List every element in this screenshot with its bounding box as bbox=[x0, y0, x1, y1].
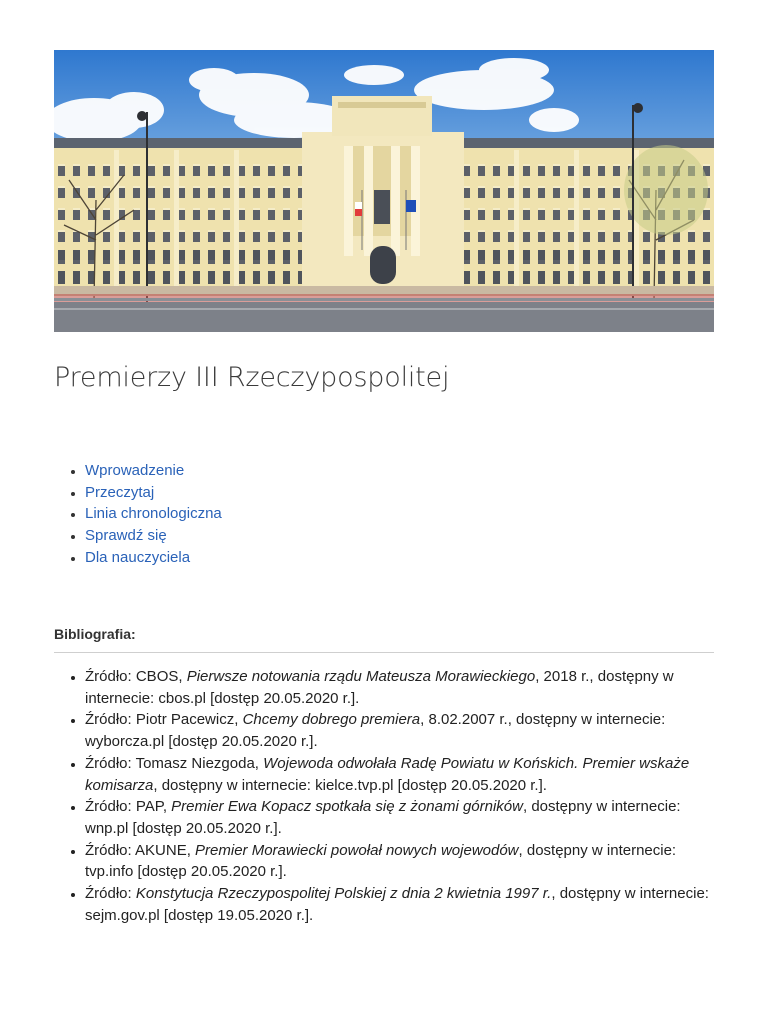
source-suffix: , dostępny w internecie: sejm.gov.pl [dostęp 19.05.2020 r.]. bbox=[85, 885, 709, 924]
page-title: Premierzy III Rzeczypospolitej bbox=[54, 362, 450, 393]
nav-item-przeczytaj bbox=[85, 482, 222, 504]
source-suffix: , dostępny w internecie: wnp.pl [dostęp 20.05.2020 r.]. bbox=[85, 798, 681, 837]
nav-link-linia-chronologiczna[interactable]: Linia chronologiczna bbox=[85, 505, 222, 523]
nav-link-sprawdz-sie[interactable]: Sprawdź się bbox=[85, 527, 167, 545]
bibliography-item bbox=[85, 840, 714, 883]
source-prefix: Źródło: CBOS, bbox=[85, 668, 187, 685]
bibliography-item bbox=[85, 753, 714, 796]
source-title: Premier Ewa Kopacz spotkała się z żonami górników bbox=[171, 798, 523, 816]
bibliography-item bbox=[85, 709, 714, 752]
source-prefix: Źródło: Tomasz Niezgoda, bbox=[85, 754, 264, 772]
source-suffix: , 2018 r., dostępny w internecie: cbos.pl [dostęp 20.05.2020 r.]. bbox=[85, 668, 674, 707]
nav-item-wprowadzenie bbox=[85, 460, 222, 482]
source-title: Premier Morawiecki powołał nowych wojewodów bbox=[195, 841, 519, 859]
source-title: Chcemy dobrego premiera bbox=[242, 711, 421, 729]
nav-link-dla-nauczyciela[interactable]: Dla nauczyciela bbox=[85, 548, 191, 566]
bibliography-list bbox=[54, 666, 714, 926]
source-prefix: Źródło: PAP, bbox=[85, 798, 172, 816]
nav-link-wprowadzenie[interactable]: Wprowadzenie bbox=[85, 462, 185, 479]
hero-image bbox=[54, 50, 714, 332]
source-prefix: Źródło: bbox=[85, 885, 136, 903]
divider bbox=[54, 652, 714, 653]
source-suffix: , 8.02.2007 r., dostępny w internecie: wyborcza.pl [dostęp 20.05.2020 r.]. bbox=[85, 711, 666, 751]
source-suffix: , dostępny w internecie: kielce.tvp.pl [dostęp 20.05.2020 r.]. bbox=[153, 776, 547, 794]
nav-item-dla-nauczyciela bbox=[85, 547, 222, 569]
bibliography-heading: Bibliografia: bbox=[54, 626, 136, 642]
bibliography-item bbox=[85, 666, 714, 709]
source-title: Wojewoda odwołała Radę Powiatu w Końskich. Premier wskaże komisarza bbox=[85, 754, 690, 794]
nav-item-linia-chronologiczna bbox=[85, 503, 222, 525]
bibliography-item bbox=[85, 796, 714, 839]
bibliography-item bbox=[85, 883, 714, 926]
nav-item-sprawdz-sie bbox=[85, 525, 222, 547]
source-prefix: Źródło: Piotr Pacewicz, bbox=[85, 711, 243, 729]
source-prefix: Źródło: AKUNE, bbox=[85, 841, 196, 859]
section-nav bbox=[54, 460, 222, 569]
nav-link-przeczytaj[interactable]: Przeczytaj bbox=[85, 483, 155, 501]
source-title: Pierwsze notowania rządu Mateusza Morawieckiego bbox=[186, 668, 536, 685]
source-title: Konstytucja Rzeczypospolitej Polskiej z dnia 2 kwietnia 1997 r. bbox=[135, 885, 552, 903]
source-suffix: , dostępny w internecie: tvp.info [dostęp 20.05.2020 r.]. bbox=[85, 841, 677, 881]
